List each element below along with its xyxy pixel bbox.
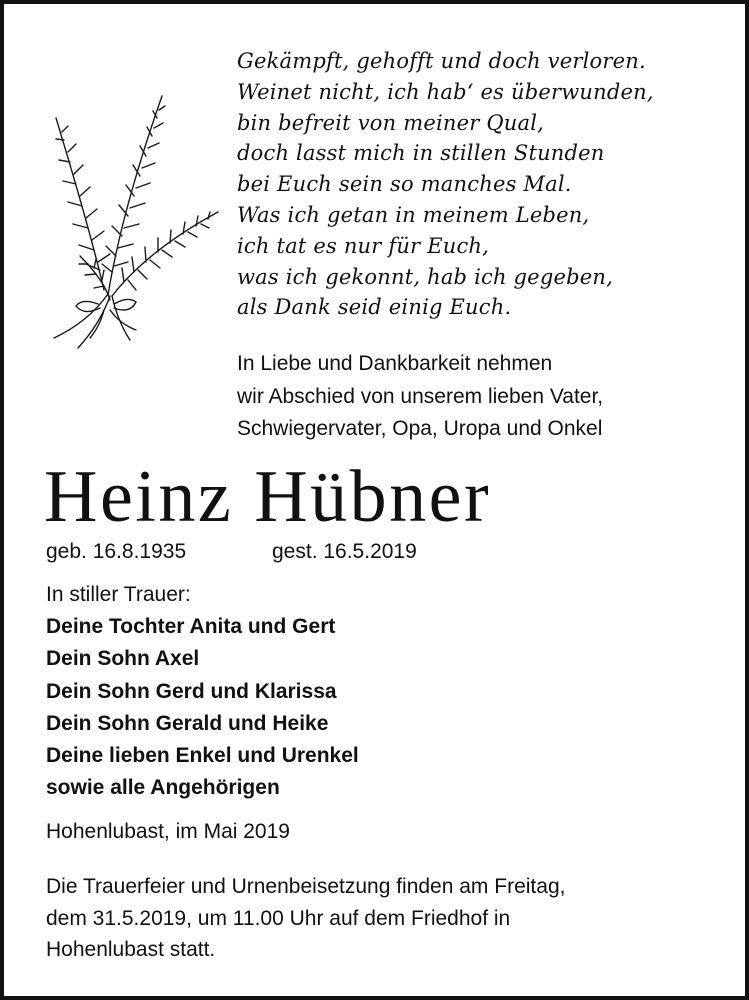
- mourner-name: Dein Sohn Axel: [46, 647, 200, 671]
- poem-line: doch lasst mich in stillen Stunden: [237, 141, 605, 166]
- fern-bouquet-icon: [38, 90, 224, 352]
- poem: [237, 46, 737, 323]
- deceased-name: Heinz Hübner: [44, 456, 492, 538]
- poem-line: bei Euch sein so manches Mal.: [237, 172, 572, 197]
- mourner-name: Deine lieben Enkel und Urenkel: [46, 744, 359, 768]
- intro-line: In Liebe und Dankbarkeit nehmen: [237, 352, 553, 375]
- poem-line: Gekämpft, gehofft und doch verloren.: [237, 49, 646, 73]
- death-date: gest. 16.5.2019: [272, 540, 417, 563]
- poem-line: bin befreit von meiner Qual,: [237, 110, 544, 135]
- ceremony-notice: [46, 871, 726, 966]
- poem-line: Was ich getan in meinem Leben,: [237, 202, 590, 227]
- intro-line: Schwiegervater, Opa, Uropa und Onkel: [237, 417, 603, 440]
- poem-line: als Dank seid einig Euch.: [237, 295, 512, 320]
- poem-line: ich tat es nur für Euch,: [237, 233, 490, 258]
- ceremony-line: Die Trauerfeier und Urnenbeisetzung finden am Freitag,: [46, 875, 566, 898]
- life-dates: [46, 537, 417, 567]
- mourners-list: [46, 579, 359, 804]
- poem-line: Weinet nicht, ich hab‘ es überwunden,: [237, 79, 654, 104]
- birth-date: geb. 16.8.1935: [46, 540, 187, 563]
- mourner-name: Dein Sohn Gerd und Klarissa: [46, 679, 337, 703]
- poem-line: was ich gekonnt, hab ich gegeben,: [237, 264, 613, 289]
- ceremony-line: Hohenlubast statt.: [46, 938, 216, 961]
- mourner-name: sowie alle Angehörigen: [46, 776, 280, 800]
- ceremony-line: dem 31.5.2019, um 11.00 Uhr auf dem Friedhof in: [46, 906, 511, 930]
- mourners-heading: In stiller Trauer:: [46, 583, 191, 606]
- mourner-name: Dein Sohn Gerald und Heike: [46, 711, 329, 735]
- mourner-name: Deine Tochter Anita und Gert: [46, 615, 336, 639]
- intro-line: wir Abschied von unserem lieben Vater,: [237, 384, 604, 408]
- place-and-date: Hohenlubast, im Mai 2019: [46, 820, 290, 843]
- farewell-intro: [237, 348, 737, 446]
